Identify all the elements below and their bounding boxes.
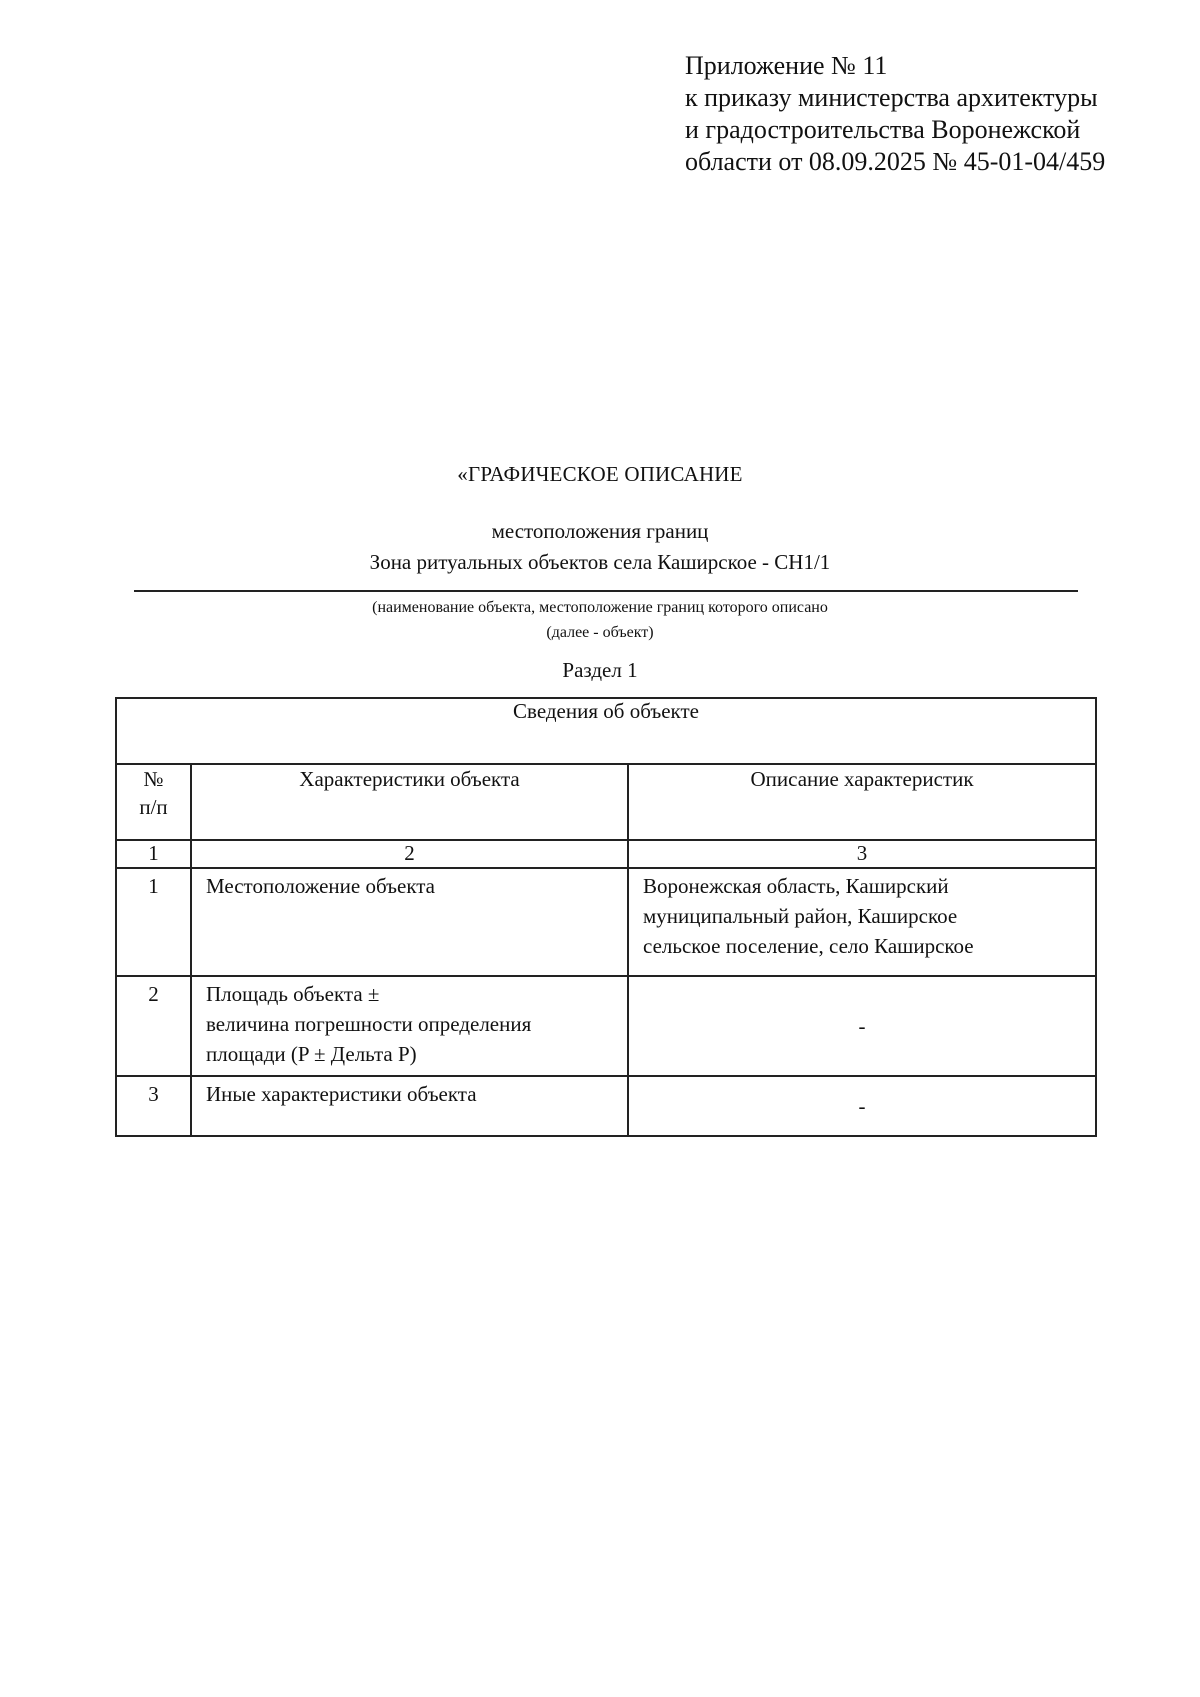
column-number: 1 <box>116 840 191 868</box>
subtitle-line: Зона ритуальных объектов села Каширское - СН1/1 <box>369 550 831 574</box>
table-caption: Сведения об объекте <box>116 698 1096 764</box>
caption-line: (далее - объект) <box>546 624 654 641</box>
header-description: Описание характеристик <box>628 764 1096 840</box>
row-number: 2 <box>116 976 191 1076</box>
column-number: 2 <box>191 840 628 868</box>
appendix-header <box>685 50 1185 178</box>
appendix-line: Приложение № 11 <box>685 51 888 80</box>
cell-line: Площадь объекта ± <box>206 982 380 1006</box>
table-row <box>116 868 1096 976</box>
object-info-table <box>115 697 1097 1137</box>
caption-line: (наименование объекта, местоположение границ которого описано <box>372 599 828 616</box>
header-number-line: п/п <box>139 795 168 819</box>
appendix-line: области от 08.09.2025 № 45-01-04/459 <box>685 147 1106 176</box>
header-number <box>116 764 191 840</box>
appendix-line: к приказу министерства архитектуры <box>685 83 1098 112</box>
row-description: - <box>628 1076 1096 1136</box>
document-title: «ГРАФИЧЕСКОЕ ОПИСАНИЕ <box>457 462 743 486</box>
row-number: 3 <box>116 1076 191 1136</box>
cell-line: Иные характеристики объекта <box>206 1082 477 1106</box>
row-number: 1 <box>116 868 191 976</box>
header-characteristics: Характеристики объекта <box>191 764 628 840</box>
table-row <box>116 976 1096 1076</box>
appendix-line: и градостроительства Воронежской <box>685 115 1081 144</box>
document-subtitle <box>0 516 1200 578</box>
subtitle-line: местоположения границ <box>491 519 709 543</box>
table-caption-row <box>116 698 1096 764</box>
underline-divider <box>134 590 1078 592</box>
column-number-row <box>116 840 1096 868</box>
column-number: 3 <box>628 840 1096 868</box>
cell-line: Местоположение объекта <box>206 874 436 898</box>
cell-line: величина погрешности определения <box>206 1012 532 1036</box>
cell-line: площади (P ± Дельта P) <box>206 1042 417 1066</box>
cell-line: Воронежская область, Каширский <box>643 874 949 898</box>
section-label: Раздел 1 <box>562 658 638 682</box>
cell-line: сельское поселение, село Каширское <box>643 934 974 958</box>
row-description: - <box>628 976 1096 1076</box>
object-caption <box>0 595 1200 645</box>
cell-line: муниципальный район, Каширское <box>643 904 958 928</box>
row-characteristic <box>191 868 628 976</box>
row-description <box>628 868 1096 976</box>
table-row <box>116 1076 1096 1136</box>
row-characteristic <box>191 1076 628 1136</box>
table-header-row <box>116 764 1096 840</box>
header-number-line: № <box>143 767 164 791</box>
row-characteristic <box>191 976 628 1076</box>
